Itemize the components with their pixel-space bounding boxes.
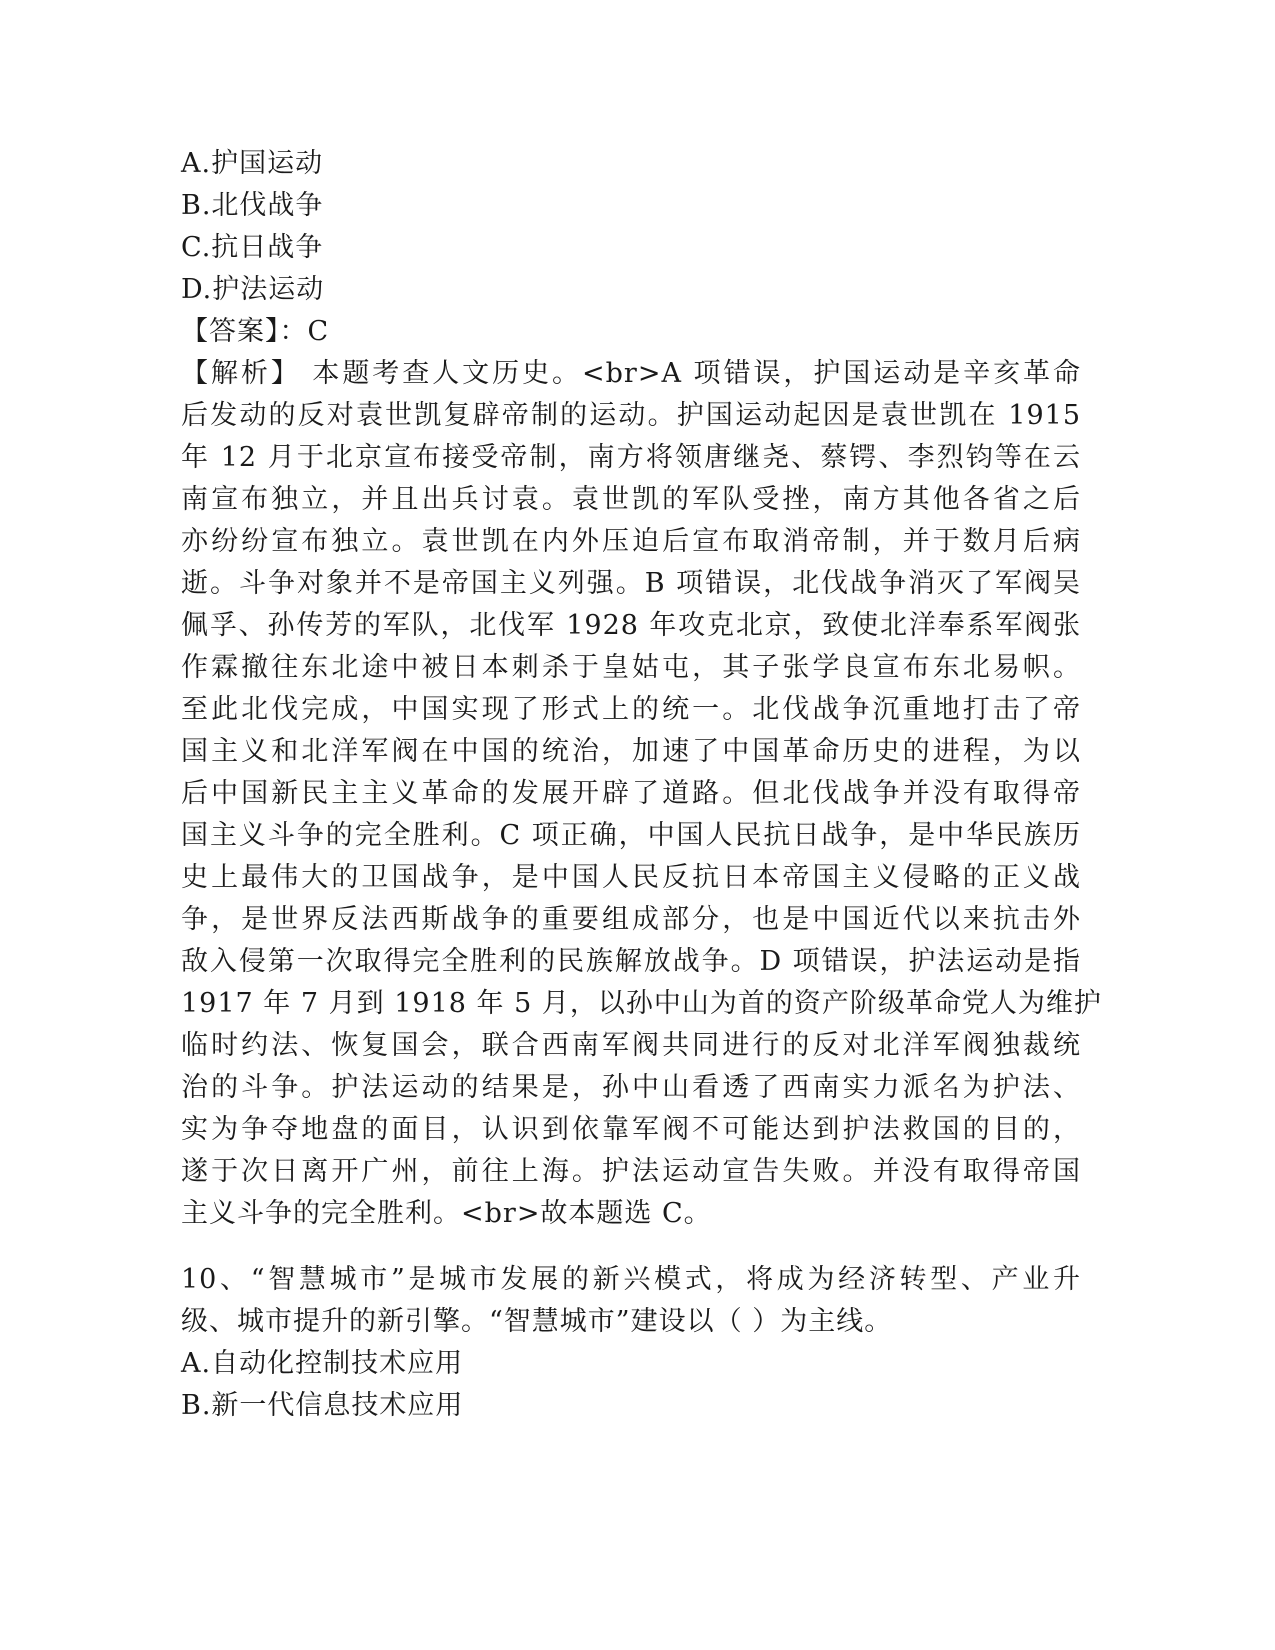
document-page (181, 143, 1102, 1427)
option-b: B.北伐战争 (181, 190, 324, 221)
analysis-line: 【解析】 本题考查人文历史。<br>A 项错误，护国运动是辛亥革命 (181, 358, 1081, 389)
option-c: C.抗日战争 (181, 232, 324, 263)
analysis-line: 主义斗争的完全胜利。<br>故本题选 C。 (181, 1198, 712, 1229)
analysis-line: 遂于次日离开广州，前往上海。护法运动宣告失败。并没有取得帝国 (181, 1156, 1081, 1187)
analysis-line: 敌入侵第一次取得完全胜利的民族解放战争。D 项错误，护法运动是指 (181, 946, 1081, 977)
analysis-line: 史上最伟大的卫国战争，是中国人民反抗日本帝国主义侵略的正义战 (181, 862, 1081, 893)
question-10-block (181, 1259, 1081, 1427)
question-10-stem-line: 级、城市提升的新引擎。“智慧城市”建设以（ ）为主线。 (181, 1306, 893, 1337)
analysis-line: 后中国新民主主义革命的发展开辟了道路。但北伐战争并没有取得帝 (181, 778, 1081, 809)
question-9-block (181, 143, 1102, 1235)
analysis-line: 实为争夺地盘的面目，认识到依靠军阀不可能达到护法救国的目的， (181, 1114, 1081, 1145)
option-a: A.护国运动 (181, 148, 324, 179)
question-spacer (181, 1235, 1081, 1259)
analysis-line: 1917 年 7 月到 1918 年 5 月，以孙中山为首的资产阶级革命党人为维护 (181, 988, 1102, 1019)
analysis-line: 国主义和北洋军阀在中国的统治，加速了中国革命历史的进程，为以 (181, 736, 1081, 767)
answer-line: 【答案】：C (181, 316, 330, 347)
analysis-line: 争，是世界反法西斯战争的重要组成部分，也是中国近代以来抗击外 (181, 904, 1081, 935)
analysis-line: 亦纷纷宣布独立。袁世凯在内外压迫后宣布取消帝制，并于数月后病 (181, 526, 1081, 557)
analysis-line: 南宣布独立，并且出兵讨袁。袁世凯的军队受挫，南方其他各省之后 (181, 484, 1081, 515)
option-a: A.自动化控制技术应用 (181, 1348, 464, 1379)
analysis-line: 至此北伐完成，中国实现了形式上的统一。北伐战争沉重地打击了帝 (181, 694, 1081, 725)
analysis-line: 临时约法、恢复国会，联合西南军阀共同进行的反对北洋军阀独裁统 (181, 1030, 1081, 1061)
analysis-line: 治的斗争。护法运动的结果是，孙中山看透了西南实力派名为护法、 (181, 1072, 1081, 1103)
analysis-line: 国主义斗争的完全胜利。C 项正确，中国人民抗日战争，是中华民族历 (181, 820, 1081, 851)
analysis-line: 后发动的反对袁世凯复辟帝制的运动。护国运动起因是袁世凯在 1915 (181, 400, 1081, 431)
analysis-line: 年 12 月于北京宣布接受帝制，南方将领唐继尧、蔡锷、李烈钧等在云 (181, 442, 1081, 473)
analysis-line: 逝。斗争对象并不是帝国主义列强。B 项错误，北伐战争消灭了军阀吴 (181, 568, 1081, 599)
option-b: B.新一代信息技术应用 (181, 1390, 464, 1421)
analysis-line: 作霖撤往东北途中被日本刺杀于皇姑屯，其子张学良宣布东北易帜。 (181, 652, 1081, 683)
analysis-line: 佩孚、孙传芳的军队，北伐军 1928 年攻克北京，致使北洋奉系军阀张 (181, 610, 1081, 641)
question-10-stem-line: 10、“智慧城市”是城市发展的新兴模式，将成为经济转型、产业升 (181, 1264, 1081, 1295)
option-d: D.护法运动 (181, 274, 325, 305)
analysis-paragraph (181, 353, 1102, 1235)
